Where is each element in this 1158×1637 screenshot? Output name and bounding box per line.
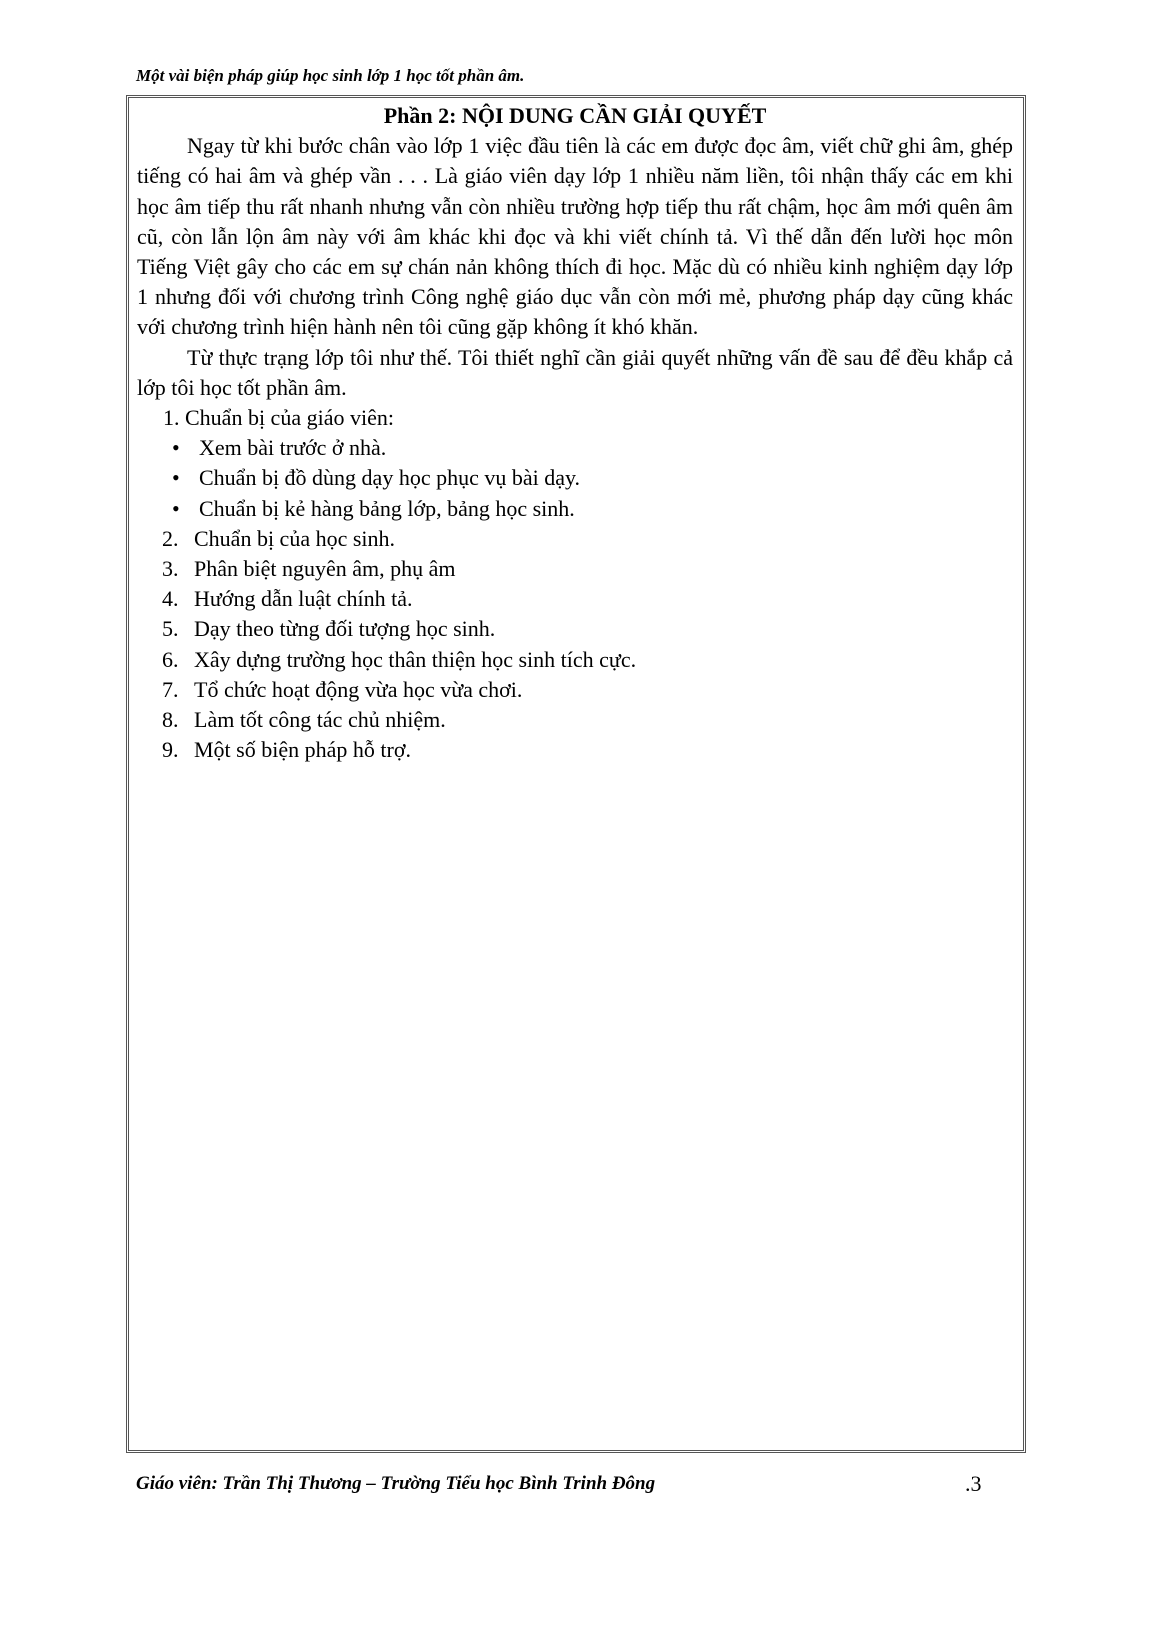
list-item-text: Phân biệt nguyên âm, phụ âm: [194, 556, 456, 582]
list-item-text: Xem bài trước ở nhà.: [199, 435, 387, 461]
list-item: [137, 463, 1013, 493]
list-item: [137, 735, 1013, 765]
list-item-number: 9.: [162, 737, 179, 763]
list-item: [137, 584, 1013, 614]
list-item-number: 5.: [162, 616, 179, 642]
context-paragraph: Từ thực trạng lớp tôi như thế. Tôi thiết nghĩ cần giải quyết những vấn đề sau để đều khắp cả lớp tôi học tốt phần âm.: [137, 344, 1013, 400]
section-content: [137, 101, 1013, 765]
list-item-text: Xây dựng trường học thân thiện học sinh tích cực.: [194, 646, 637, 672]
list-item-number: 2.: [162, 525, 179, 551]
list-item-text: Làm tốt công tác chủ nhiệm.: [194, 707, 446, 733]
list-item: [137, 614, 1013, 644]
list-item-number: 6.: [162, 646, 179, 672]
steps-list: [137, 524, 1013, 766]
bullet-icon: •: [172, 495, 180, 521]
list-item-text: Tổ chức hoạt động vừa học vừa chơi.: [194, 676, 523, 702]
list-item-number: 4.: [162, 586, 179, 612]
list-item-number: 3.: [162, 556, 179, 582]
list-item: [137, 705, 1013, 735]
section-title: Phần 2: NỘI DUNG CẦN GIẢI QUYẾT: [383, 103, 767, 128]
teacher-prep-heading: 1. Chuẩn bị của giáo viên:: [163, 405, 394, 431]
list-item: [137, 433, 1013, 463]
page-footer: Giáo viên: Trần Thị Thương – Trường Tiểu học Bình Trinh Đông: [136, 1473, 656, 1494]
content-frame: [126, 95, 1026, 1453]
list-item-text: Một số biện pháp hỗ trợ.: [194, 737, 411, 763]
intro-paragraph: Ngay từ khi bước chân vào lớp 1 việc đầu tiên là các em được đọc âm, viết chữ ghi âm, ghép tiếng có hai âm và ghép vần . . . Là giáo viên dạy lớp 1 nhiều năm liền, tôi nhận thấy các em khi học âm tiếp thu rất nhanh nhưng vẫn còn nhiều trường hợp tiếp thu rất chậm, học âm mới quên âm cũ, còn lẫn lộn âm này với âm khác khi đọc và khi viết chính tả. Vì thế dẫn đến lười học môn Tiếng Việt gây cho các em sự chán nản không thích đi học. Mặc dù có nhiều kinh nghiệm dạy lớp 1 nhưng đối với chương trình Công nghệ giáo dục vẫn còn mới mẻ, phương pháp dạy cũng khác với chương trình hiện hành nên tôi cũng gặp không ít khó khăn.: [137, 133, 1013, 340]
list-item-text: Chuẩn bị kẻ hàng bảng lớp, bảng học sinh.: [199, 495, 575, 521]
list-item-number: 8.: [162, 707, 179, 733]
list-item: [137, 675, 1013, 705]
list-item: [137, 645, 1013, 675]
page-header: Một vài biện pháp giúp học sinh lớp 1 học tốt phần âm.: [136, 66, 525, 85]
list-item-number: 7.: [162, 676, 179, 702]
teacher-prep-list: [137, 433, 1013, 524]
list-item: [137, 524, 1013, 554]
bullet-icon: •: [172, 465, 180, 491]
list-item-text: Chuẩn bị của học sinh.: [194, 525, 396, 551]
list-item-text: Dạy theo từng đối tượng học sinh.: [194, 616, 496, 642]
list-item: [137, 554, 1013, 584]
page-number: .3: [965, 1471, 982, 1496]
bullet-icon: •: [172, 435, 180, 461]
list-item-text: Hướng dẫn luật chính tả.: [194, 586, 413, 612]
list-item: [137, 494, 1013, 524]
list-item-text: Chuẩn bị đồ dùng dạy học phục vụ bài dạy.: [199, 465, 581, 491]
